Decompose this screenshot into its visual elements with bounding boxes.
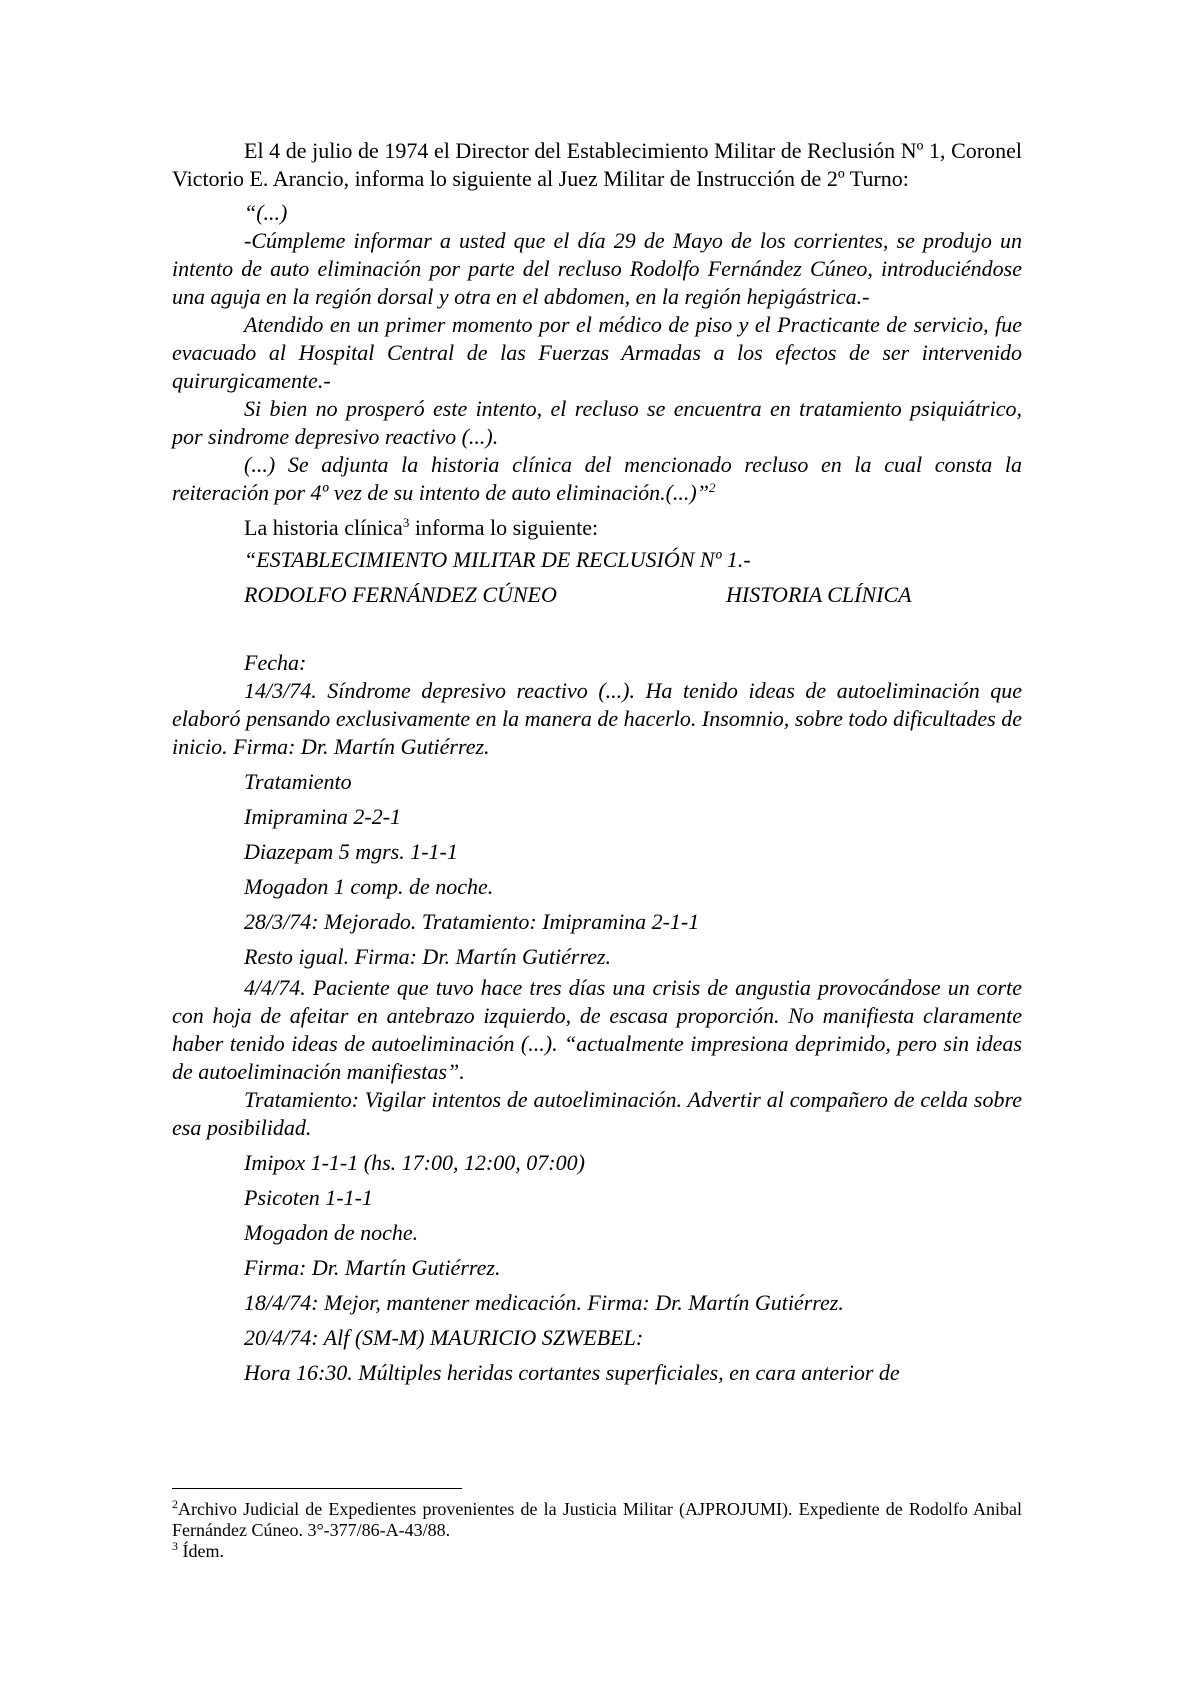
footnote-divider (172, 1488, 462, 1489)
record-treatment-label: Tratamiento (244, 769, 352, 794)
record-establishment: “ESTABLECIMIENTO MILITAR DE RECLUSIÓN Nº 1.- (244, 547, 751, 572)
intro-paragraph: El 4 de julio de 1974 el Director del Establecimiento Militar de Reclusión Nº 1, Coronel Victorio E. Arancio, informa lo siguiente al Juez Militar de Instrucción de 2º Turno: (172, 138, 1022, 191)
quote-open: “(...) (244, 200, 288, 225)
historia-intro-before: La historia clínica (244, 515, 403, 540)
record-med-4: Imipox 1-1-1 (hs. 17:00, 12:00, 07:00) (244, 1150, 585, 1175)
record-med-5: Psicoten 1-1-1 (244, 1185, 373, 1210)
record-title: HISTORIA CLÍNICA (726, 582, 912, 607)
record-med-2: Diazepam 5 mgrs. 1-1-1 (244, 839, 458, 864)
footnotes (172, 1488, 1022, 1562)
record-fecha-label: Fecha: (244, 650, 307, 675)
footnote-ref-2: 2 (708, 480, 716, 495)
document-body (172, 137, 1022, 1390)
record-entry-2b: Resto igual. Firma: Dr. Martín Gutiérrez. (244, 944, 612, 969)
record-med-6: Mogadon de noche. (244, 1220, 419, 1245)
footnote-2-number: 2 (172, 1497, 178, 1511)
footnote-2-text: Archivo Judicial de Expedientes provenientes de la Justicia Militar (AJPROJUMI). Expediente de Rodolfo Anibal Fernández Cúneo. 3°-377/86-A-43/88. (172, 1499, 1022, 1540)
record-entry-5: 20/4/74: Alf (SM-M) MAURICIO SZWEBEL: (244, 1325, 644, 1350)
quote-paragraph-1: -Cúmpleme informar a usted que el día 29 de Mayo de los corrientes, se produjo un intento de auto eliminación por parte del recluso Rodolfo Fernández Cúneo, introduciéndose una aguja en la región dorsal y otra en el abdomen, en la región hepigástrica.- (172, 228, 1022, 309)
record-signature: Firma: Dr. Martín Gutiérrez. (244, 1255, 501, 1280)
footnote-3 (172, 1541, 1022, 1562)
historia-intro-after: informa lo siguiente: (409, 515, 599, 540)
quote-paragraph-4-text: (...) Se adjunta la historia clínica del mencionado recluso en la cual consta la reiteración por 4º vez de su intento de auto eliminación.(...)” (172, 452, 1022, 505)
historia-intro (172, 513, 1022, 543)
record-entry-2: 28/3/74: Mejorado. Tratamiento: Imipramina 2-1-1 (244, 909, 700, 934)
record-header-row (172, 577, 1022, 613)
record-med-3: Mogadon 1 comp. de noche. (244, 874, 494, 899)
record-entry-3: 4/4/74. Paciente que tuvo hace tres días una crisis de angustia provocándose un corte con hoja de afeitar en antebrazo izquierdo, de escasa proporción. No manifiesta claramente haber tenido ideas de autoeliminación (...). “actualmente impresiona deprimido, pero sin ideas de autoeliminación manifiestas”. (172, 975, 1022, 1084)
record-entry-4: 18/4/74: Mejor, mantener medicación. Firma: Dr. Martín Gutiérrez. (244, 1290, 844, 1315)
record-entry-3-treatment: Tratamiento: Vigilar intentos de autoeliminación. Advertir al compañero de celda sobre esa posibilidad. (172, 1087, 1022, 1140)
quote-paragraph-2: Atendido en un primer momento por el médico de piso y el Practicante de servicio, fue evacuado al Hospital Central de las Fuerzas Armadas a los efectos de ser intervenido quirurgicamente.- (172, 312, 1022, 393)
record-entry-6: Hora 16:30. Múltiples heridas cortantes superficiales, en cara anterior de (244, 1360, 900, 1385)
record-patient-name: RODOLFO FERNÁNDEZ CÚNEO (244, 582, 557, 607)
record-entry-1: 14/3/74. Síndrome depresivo reactivo (...). Ha tenido ideas de autoeliminación que elaboró pensando exclusivamente en la manera de hacerlo. Insomnio, sobre todo dificultades de inicio. Firma: Dr. Martín Gutiérrez. (172, 678, 1022, 759)
quote-paragraph-3: Si bien no prosperó este intento, el recluso se encuentra en tratamiento psiquiátrico, por sindrome depresivo reactivo (...). (172, 396, 1022, 449)
record-med-1: Imipramina 2-2-1 (244, 804, 402, 829)
footnote-3-text: Ídem. (178, 1541, 224, 1561)
footnote-3-number: 3 (172, 1539, 178, 1553)
footnote-2 (172, 1499, 1022, 1541)
quote-paragraph-4 (172, 451, 1022, 507)
footnote-ref-3: 3 (402, 515, 410, 530)
